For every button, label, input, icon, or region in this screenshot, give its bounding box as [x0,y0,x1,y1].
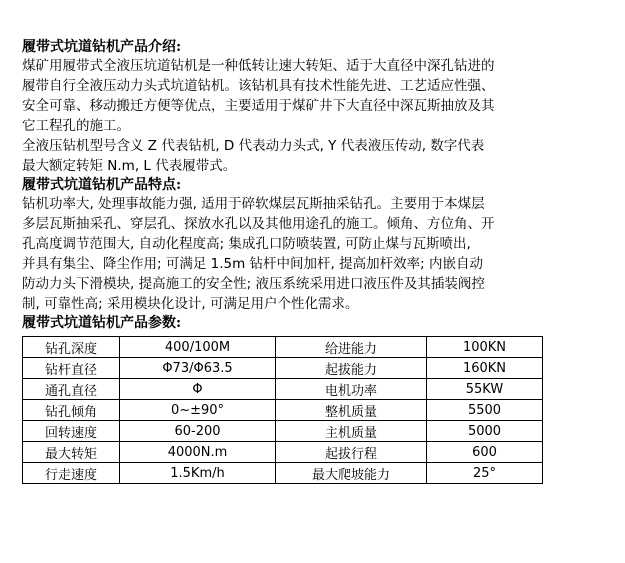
table-row [23,379,543,400]
param-value: 1.5Km/h [120,463,276,484]
param-label: 通孔直径 [23,379,120,400]
features-line: 钻机功率大, 处理事故能力强, 适用于碎软煤层瓦斯抽采钻孔。主要用于本煤层 [22,196,485,212]
param-value: 60-200 [120,421,276,442]
param-value: 5000 [427,421,543,442]
features-line: 防动力头下滑模块, 提高施工的安全性; 液压系统采用进口液压件及其插装阀控 [22,276,485,292]
table-row [23,358,543,379]
param-label: 钻孔深度 [23,337,120,358]
table-row [23,421,543,442]
param-value: 160KN [427,358,543,379]
features-line: 多层瓦斯抽采孔、穿层孔、探放水孔以及其他用途孔的施工。倾角、方位角、开 [22,216,495,232]
intro-line: 煤矿用履带式全液压坑道钻机是一种低转让速大转矩、适于大直径中深孔钻进的 [22,58,495,74]
param-value: 100KN [427,337,543,358]
param-value: Φ [120,379,276,400]
param-label: 钻孔倾角 [23,400,120,421]
features-line: 孔高度调节范围大, 自动化程度高; 集成孔口防喷装置, 可防止煤与瓦斯喷出, [22,236,471,252]
param-label: 起拔能力 [276,358,427,379]
intro-line: 履带自行全液压动力头式坑道钻机。该钻机具有技术性能先进、工艺适应性强、 [22,78,495,94]
param-label: 行走速度 [23,463,120,484]
intro-line: 最大额定转矩 N.m, L 代表履带式。 [22,158,237,174]
intro-line: 它工程孔的施工。 [22,118,130,134]
param-value: 400/100M [120,337,276,358]
param-label: 最大爬坡能力 [276,463,427,484]
table-row [23,442,543,463]
intro-paragraph [22,56,602,176]
param-value: 25° [427,463,543,484]
features-heading: 履带式坑道钻机产品特点: [22,177,182,193]
params-heading: 履带式坑道钻机产品参数: [22,315,182,331]
param-label: 回转速度 [23,421,120,442]
param-label: 电机功率 [276,379,427,400]
param-label: 钻杆直径 [23,358,120,379]
intro-line: 安全可靠、移动搬迁方便等优点，主要适用于煤矿井下大直径中深瓦斯抽放及其 [22,98,495,114]
features-line: 并具有集尘、降尘作用; 可满足 1.5m 钻杆中间加杆, 提高加杆效率; 内嵌自动 [22,256,483,272]
table-row [23,400,543,421]
intro-heading: 履带式坑道钻机产品介绍: [22,39,182,55]
param-value: 0~±90° [120,400,276,421]
intro-line: 全液压钻机型号含义 Z 代表钻机, D 代表动力头式, Y 代表液压传动, 数字代表 [22,138,485,154]
params-table [22,336,543,484]
features-paragraph [22,194,602,314]
table-row [23,337,543,358]
param-value: Φ73/Φ63.5 [120,358,276,379]
param-label: 给进能力 [276,337,427,358]
param-value: 600 [427,442,543,463]
param-label: 主机质量 [276,421,427,442]
features-line: 制, 可靠性高; 采用模块化设计, 可满足用户个性化需求。 [22,296,359,312]
param-label: 起拔行程 [276,442,427,463]
param-label: 整机质量 [276,400,427,421]
param-value: 55KW [427,379,543,400]
param-value: 4000N.m [120,442,276,463]
param-value: 5500 [427,400,543,421]
document-body [22,38,602,484]
param-label: 最大转矩 [23,442,120,463]
table-row [23,463,543,484]
